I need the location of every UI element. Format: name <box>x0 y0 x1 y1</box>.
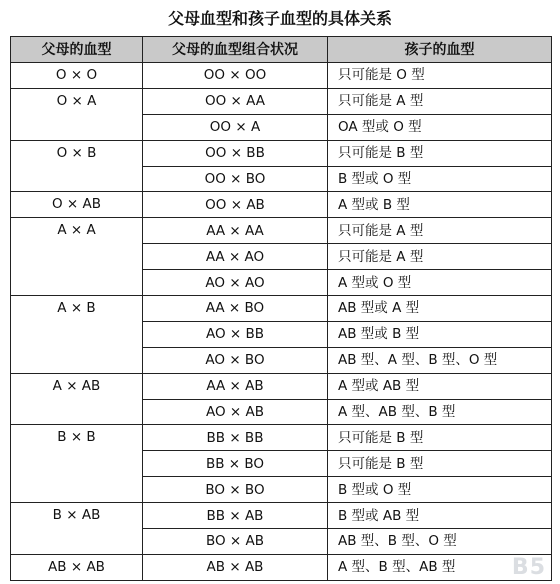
child-blood-type: AB 型或 A 型 <box>328 296 552 322</box>
parent-combination: OO × OO <box>143 63 328 89</box>
parent-combination: AO × BB <box>143 321 328 347</box>
child-blood-type: AB 型或 B 型 <box>328 321 552 347</box>
child-blood-type: AB 型、B 型、O 型 <box>328 529 552 555</box>
parent-blood-type: O × AB <box>11 192 143 218</box>
child-blood-type: A 型、AB 型、B 型 <box>328 399 552 425</box>
header-row <box>11 37 552 63</box>
parent-combination: BB × BB <box>143 425 328 451</box>
table-row <box>11 63 552 89</box>
parent-combination: OO × A <box>143 114 328 140</box>
table-row <box>11 88 552 114</box>
parent-combination: AB × AB <box>143 554 328 580</box>
child-blood-type: 只可能是 B 型 <box>328 425 552 451</box>
child-blood-type: A 型或 AB 型 <box>328 373 552 399</box>
parent-combination: OO × AA <box>143 88 328 114</box>
parent-blood-type: B × B <box>11 425 143 503</box>
parent-combination: AA × AA <box>143 218 328 244</box>
header-child: 孩子的血型 <box>328 37 552 63</box>
table-body <box>11 63 552 581</box>
child-blood-type: B 型或 AB 型 <box>328 503 552 529</box>
parent-combination: AO × AB <box>143 399 328 425</box>
child-blood-type: 只可能是 B 型 <box>328 451 552 477</box>
parent-combination: BB × AB <box>143 503 328 529</box>
parent-blood-type: B × AB <box>11 503 143 555</box>
table-row <box>11 425 552 451</box>
child-blood-type: 只可能是 A 型 <box>328 88 552 114</box>
table-row <box>11 296 552 322</box>
child-blood-type: AB 型、A 型、B 型、O 型 <box>328 347 552 373</box>
parent-combination: AA × AO <box>143 244 328 270</box>
child-blood-type: OA 型或 O 型 <box>328 114 552 140</box>
parent-blood-type: A × A <box>11 218 143 296</box>
parent-combination: BO × BO <box>143 477 328 503</box>
child-blood-type: B 型或 O 型 <box>328 477 552 503</box>
parent-combination: AO × AO <box>143 270 328 296</box>
parent-combination: OO × BO <box>143 166 328 192</box>
parent-combination: BO × AB <box>143 529 328 555</box>
table-row <box>11 373 552 399</box>
child-blood-type: B 型或 O 型 <box>328 166 552 192</box>
parent-blood-type: A × AB <box>11 373 143 425</box>
header-combination: 父母的血型组合状况 <box>143 37 328 63</box>
child-blood-type: 只可能是 B 型 <box>328 140 552 166</box>
table-row <box>11 218 552 244</box>
parent-combination: AA × BO <box>143 296 328 322</box>
table-row <box>11 192 552 218</box>
header-parents: 父母的血型 <box>11 37 143 63</box>
parent-combination: AA × AB <box>143 373 328 399</box>
child-blood-type: A 型或 B 型 <box>328 192 552 218</box>
child-blood-type: 只可能是 O 型 <box>328 63 552 89</box>
child-blood-type: 只可能是 A 型 <box>328 218 552 244</box>
parent-combination: OO × AB <box>143 192 328 218</box>
child-blood-type: A 型或 O 型 <box>328 270 552 296</box>
parent-blood-type: AB × AB <box>11 554 143 580</box>
blood-type-table <box>10 36 552 581</box>
parent-blood-type: O × A <box>11 88 143 140</box>
parent-combination: OO × BB <box>143 140 328 166</box>
watermark-logo: B5 <box>511 555 546 580</box>
parent-blood-type: O × B <box>11 140 143 192</box>
parent-blood-type: O × O <box>11 63 143 89</box>
table-title: 父母血型和孩子血型的具体关系 <box>167 9 392 28</box>
parent-blood-type: A × B <box>11 296 143 374</box>
table-row <box>11 554 552 580</box>
parent-combination: BB × BO <box>143 451 328 477</box>
child-blood-type: 只可能是 A 型 <box>328 244 552 270</box>
child-blood-type: A 型、B 型、AB 型 <box>328 554 552 580</box>
table-row <box>11 140 552 166</box>
table-row <box>11 503 552 529</box>
parent-combination: AO × BO <box>143 347 328 373</box>
